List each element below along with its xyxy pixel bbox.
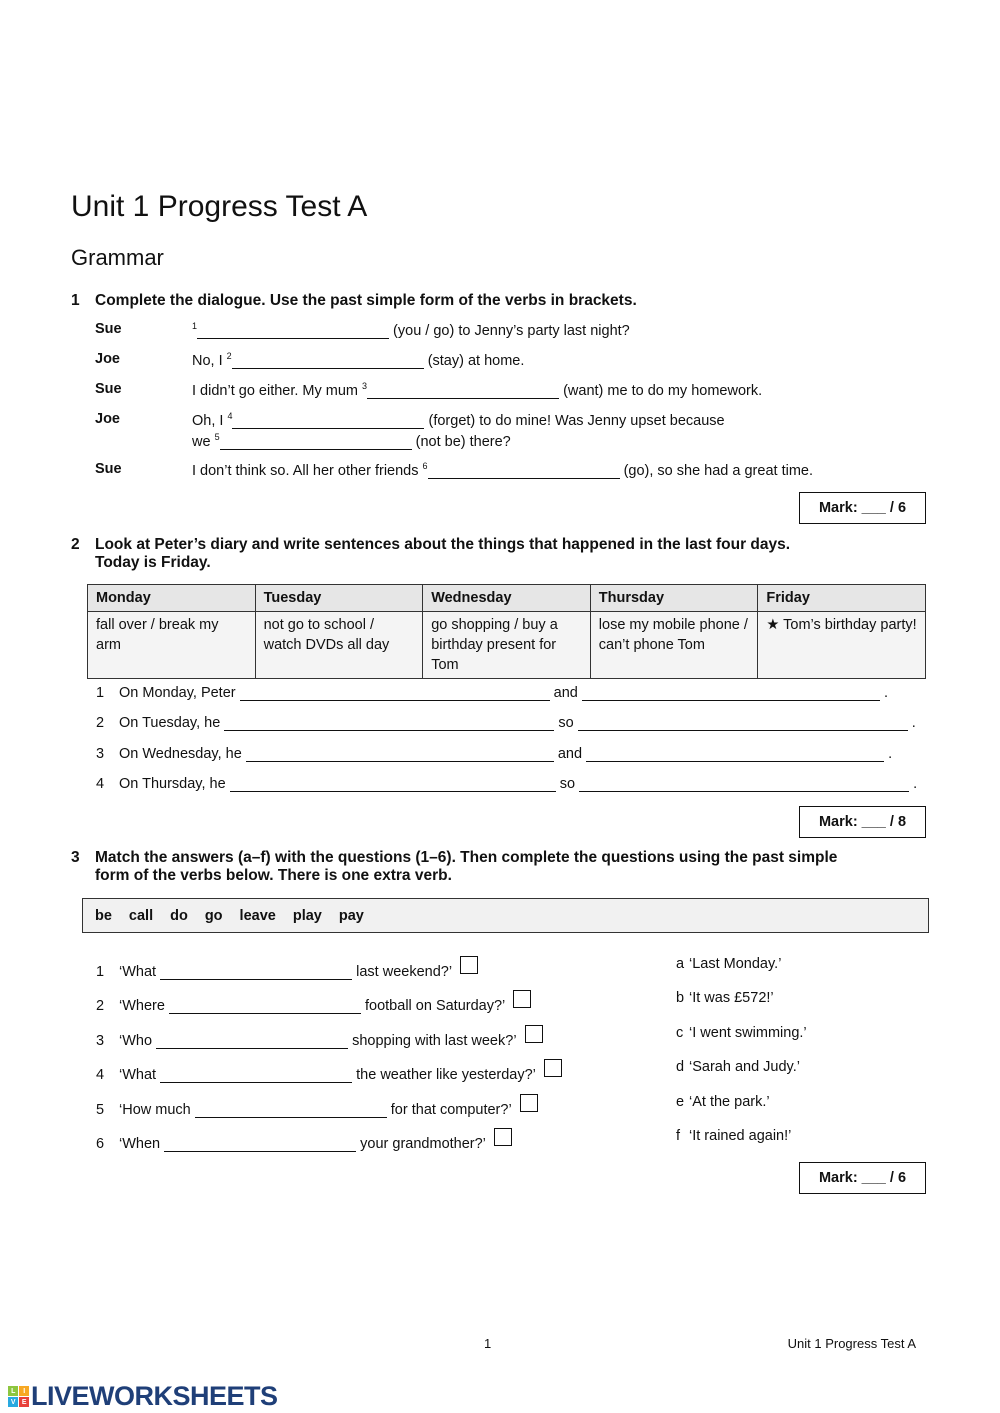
question-text: Look at Peter’s diary and write sentences about the things that happened in the last four days. xyxy=(95,536,791,553)
verb-blank[interactable] xyxy=(160,966,352,980)
full-stop: . xyxy=(911,715,916,731)
logo-letter-tile: L xyxy=(8,1386,18,1396)
answer-option xyxy=(676,1059,800,1075)
logo-icon xyxy=(8,1386,29,1407)
liveworksheets-logo xyxy=(8,1381,278,1412)
question-2-heading xyxy=(71,536,951,572)
section-heading: Grammar xyxy=(71,245,164,270)
sentence-start: On Monday, Peter xyxy=(119,685,236,701)
verb-blank[interactable] xyxy=(156,1035,348,1049)
dialogue-line xyxy=(192,432,511,450)
sentence-row xyxy=(96,715,916,731)
day-header: Thursday xyxy=(590,585,758,612)
question-number: 3 xyxy=(71,849,80,866)
answer-blank-5[interactable] xyxy=(220,436,412,450)
answer-blank-4[interactable] xyxy=(232,415,424,429)
speaker-label: Sue xyxy=(95,381,122,397)
question-row xyxy=(96,990,531,1014)
line-text: I didn’t go either. My mum xyxy=(192,383,359,399)
speaker-label: Sue xyxy=(95,321,122,337)
logo-text: LIVEWORKSHEETS xyxy=(31,1381,278,1411)
answer-letter-box[interactable] xyxy=(544,1059,562,1077)
question-number: 3 xyxy=(96,1033,105,1049)
question-end: for that computer?’ xyxy=(390,1102,512,1118)
connector: so xyxy=(559,776,576,792)
speaker-label: Joe xyxy=(95,351,120,367)
gap-number: 6 xyxy=(422,461,428,471)
verb-blank[interactable] xyxy=(169,1000,361,1014)
connector: and xyxy=(553,685,578,701)
gap-number: 5 xyxy=(214,432,220,442)
question-row xyxy=(96,1094,538,1118)
mark-box-2: Mark: ___ / 8 xyxy=(799,806,926,838)
question-text: Match the answers (a–f) with the questions (1–6). Then complete the questions using the past simple xyxy=(95,849,838,866)
answer-blank-2[interactable] xyxy=(232,355,424,369)
answer-letter: f xyxy=(676,1128,681,1144)
question-number: 2 xyxy=(71,536,80,553)
question-end: shopping with last week?’ xyxy=(352,1033,517,1049)
question-text-2: Today is Friday. xyxy=(95,554,211,571)
answer-blank-3[interactable] xyxy=(367,385,559,399)
sentence-number: 1 xyxy=(96,685,105,701)
question-text-2: form of the verbs below. There is one extra verb. xyxy=(95,867,452,884)
question-start: ‘Who xyxy=(119,1033,153,1049)
question-start: ‘Where xyxy=(119,998,165,1014)
question-1-heading xyxy=(71,292,951,310)
verb-option: leave xyxy=(239,907,276,924)
answer-blank-1[interactable] xyxy=(197,325,389,339)
line-text: (stay) at home. xyxy=(427,353,525,369)
logo-letter-tile: E xyxy=(19,1397,29,1407)
verb-option: pay xyxy=(338,907,364,924)
answer-letter: e xyxy=(676,1094,685,1110)
mark-box-3: Mark: ___ / 6 xyxy=(799,1162,926,1194)
line-text: we xyxy=(192,434,211,450)
sentence-row xyxy=(96,685,888,701)
sentence-start: On Tuesday, he xyxy=(119,715,221,731)
connector: so xyxy=(558,715,574,731)
line-text: (not be) there? xyxy=(415,434,511,450)
answer-blank-6[interactable] xyxy=(428,465,620,479)
diary-entry: lose my mobile phone / can’t phone Tom xyxy=(590,612,758,679)
question-start: ‘What xyxy=(119,1067,157,1083)
sentence-blank-b[interactable] xyxy=(582,687,880,701)
question-number: 5 xyxy=(96,1102,105,1118)
sentence-row xyxy=(96,776,917,792)
speaker-label: Joe xyxy=(95,411,120,427)
page-number: 1 xyxy=(484,1336,492,1351)
question-end: the weather like yesterday?’ xyxy=(356,1067,536,1083)
answer-letter: a xyxy=(676,956,685,972)
full-stop: . xyxy=(883,685,888,701)
question-row xyxy=(96,956,478,980)
logo-letter-tile: V xyxy=(8,1397,18,1407)
full-stop: . xyxy=(913,776,918,792)
day-header: Wednesday xyxy=(423,585,591,612)
sentence-blank-a[interactable] xyxy=(224,717,554,731)
question-number: 1 xyxy=(96,964,105,980)
gap-number: 2 xyxy=(226,351,232,361)
answer-letter: c xyxy=(676,1025,684,1041)
question-number: 4 xyxy=(96,1067,105,1083)
sentence-blank-b[interactable] xyxy=(578,717,908,731)
sentence-blank-b[interactable] xyxy=(586,748,884,762)
diary-entry: go shopping / buy a birthday present for Tom xyxy=(423,612,591,679)
dialogue-line xyxy=(192,351,524,369)
gap-number: 1 xyxy=(192,321,198,331)
answer-option xyxy=(676,1094,770,1110)
question-end: your grandmother?’ xyxy=(360,1136,486,1152)
question-start: ‘What xyxy=(119,964,157,980)
question-number: 1 xyxy=(71,292,80,309)
question-row xyxy=(96,1128,512,1152)
gap-number: 4 xyxy=(227,411,233,421)
sentence-row xyxy=(96,746,892,762)
day-header: Tuesday xyxy=(255,585,423,612)
sentence-number: 3 xyxy=(96,746,105,762)
question-row xyxy=(96,1059,562,1083)
answer-letter: d xyxy=(676,1059,685,1075)
verb-option: be xyxy=(95,907,112,924)
question-row xyxy=(96,1025,543,1049)
sentence-number: 4 xyxy=(96,776,105,792)
question-text: Complete the dialogue. Use the past simple form of the verbs in brackets. xyxy=(95,292,637,309)
day-header: Friday xyxy=(758,585,926,612)
line-text: (want) me to do my homework. xyxy=(563,383,763,399)
verb-box xyxy=(82,898,929,933)
line-text: I don’t think so. All her other friends xyxy=(192,463,419,479)
dialogue-line xyxy=(192,461,813,479)
answer-option xyxy=(676,1025,807,1041)
verb-blank[interactable] xyxy=(164,1138,356,1152)
speaker-label: Sue xyxy=(95,461,122,477)
mark-box-1: Mark: ___ / 6 xyxy=(799,492,926,524)
sentence-blank-a[interactable] xyxy=(230,778,556,792)
question-number: 6 xyxy=(96,1136,105,1152)
diary-entry: not go to school / watch DVDs all day xyxy=(255,612,423,679)
dialogue-line xyxy=(192,411,725,429)
verb-blank[interactable] xyxy=(195,1104,387,1118)
verb-option: play xyxy=(292,907,322,924)
sentence-blank-b[interactable] xyxy=(579,778,909,792)
verb-option: call xyxy=(128,907,154,924)
sentence-start: On Wednesday, he xyxy=(119,746,242,762)
question-3-heading xyxy=(71,849,951,885)
question-end: last weekend?’ xyxy=(356,964,453,980)
gap-number: 3 xyxy=(362,381,368,391)
answer-letter-box[interactable] xyxy=(460,956,478,974)
page-title: Unit 1 Progress Test A xyxy=(71,190,368,223)
answer-option xyxy=(676,1128,791,1144)
line-text: (go), so she had a great time. xyxy=(623,463,813,479)
sentence-start: On Thursday, he xyxy=(119,776,226,792)
sentence-blank-a[interactable] xyxy=(240,687,550,701)
question-number: 2 xyxy=(96,998,105,1014)
verb-blank[interactable] xyxy=(160,1069,352,1083)
answer-text: ‘At the park.’ xyxy=(689,1094,770,1110)
dialogue-line xyxy=(192,381,762,399)
question-start: ‘When xyxy=(119,1136,161,1152)
dialogue-line xyxy=(192,321,630,339)
diary-entry: ★ Tom’s birthday party! xyxy=(758,612,926,679)
diary-entry: fall over / break my arm xyxy=(88,612,256,679)
answer-option xyxy=(676,990,774,1006)
answer-option xyxy=(676,956,781,972)
question-start: ‘How much xyxy=(119,1102,191,1118)
full-stop: . xyxy=(888,746,893,762)
footer-title: Unit 1 Progress Test A xyxy=(787,1336,916,1351)
verb-option: do xyxy=(170,907,188,924)
line-text: (you / go) to Jenny’s party last night? xyxy=(393,323,630,339)
answer-letter-box[interactable] xyxy=(513,990,531,1008)
line-text: (forget) to do mine! Was Jenny upset because xyxy=(428,413,725,429)
verb-option: go xyxy=(204,907,223,924)
answer-letter-box[interactable] xyxy=(520,1094,538,1112)
answer-text: ‘I went swimming.’ xyxy=(689,1025,807,1041)
answer-letter-box[interactable] xyxy=(525,1025,543,1043)
sentence-blank-a[interactable] xyxy=(246,748,554,762)
answer-text: ‘Last Monday.’ xyxy=(689,956,782,972)
day-header: Monday xyxy=(88,585,256,612)
sentence-number: 2 xyxy=(96,715,105,731)
answer-text: ‘It rained again!’ xyxy=(689,1128,792,1144)
line-text: Oh, I xyxy=(192,413,224,429)
question-end: football on Saturday?’ xyxy=(365,998,506,1014)
line-text: No, I xyxy=(192,353,223,369)
answer-text: ‘Sarah and Judy.’ xyxy=(689,1059,800,1075)
answer-letter-box[interactable] xyxy=(494,1128,512,1146)
logo-letter-tile: I xyxy=(19,1386,29,1396)
diary-table xyxy=(87,584,926,679)
connector: and xyxy=(557,746,583,762)
answer-text: ‘It was £572!’ xyxy=(689,990,774,1006)
answer-letter: b xyxy=(676,990,685,1006)
